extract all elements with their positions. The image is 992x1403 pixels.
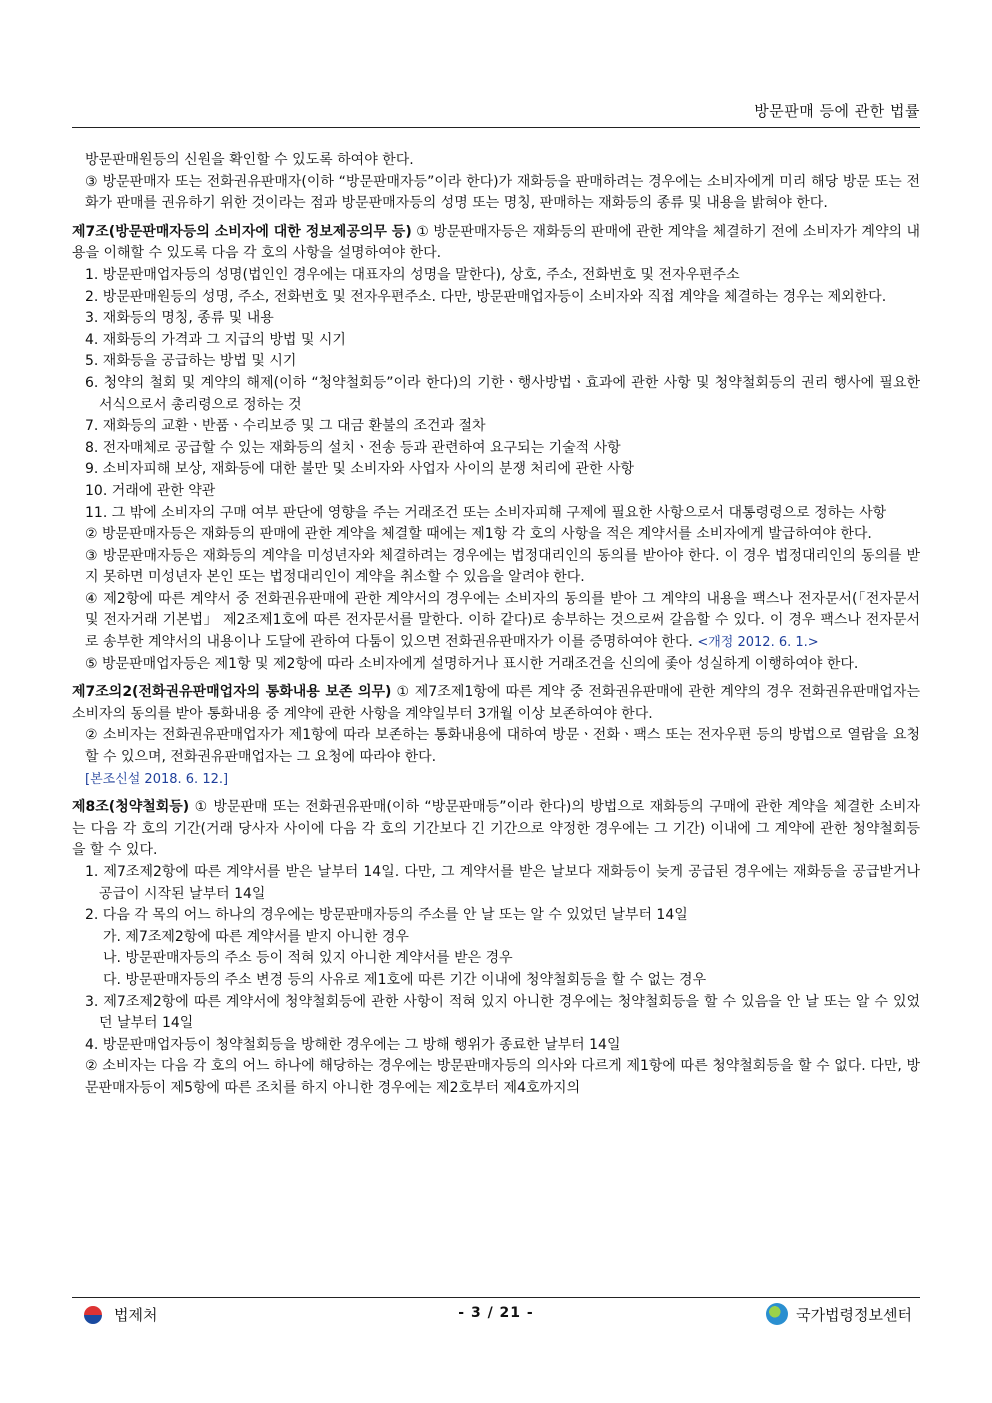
article-text: ① 방문판매 또는 전화권유판매(이하 “방문판매등”이라 한다)의 방법으로 재화등의 구매에 관한 계약을 체결한 소비자는 다음 각 호의 기간(거래 당사자 사이에 다음 각 호의 기간보다 긴 기간으로 약정한 경우에는 그 기간) 이내에 그 계약에 관한 청약철회등을 할 수 있다.: [72, 799, 921, 859]
list-item: 2. 방문판매원등의 성명, 주소, 전화번호 및 전자우편주소. 다만, 방문판매업자등이 소비자와 직접 계약을 체결하는 경우는 제외한다.: [85, 288, 887, 305]
list-item: 4. 방문판매업자등이 청약철회등을 방해한 경우에는 그 방해 행위가 종료한 날부터 14일: [85, 1036, 621, 1053]
list-item: 5. 재화등을 공급하는 방법 및 시기: [85, 353, 297, 370]
paragraph: ② 소비자는 전화권유판매업자가 제1항에 따라 보존하는 통화내용에 대하여 방문ㆍ전화ㆍ팩스 또는 전자우편 등의 방법으로 열람을 요청할 수 있으며, 전화권유판매업자는 그 요청에 따라야 한다.: [85, 727, 920, 766]
paragraph-text: ④ 제2항에 따른 계약서 중 전화권유판매에 관한 계약서의 경우에는 소비자의 동의를 받아 그 계약의 내용을 팩스나 전자문서(「전자문서 및 전자거래 기본법」 제2조제1호에 따른 전자문서를 말한다. 이하 같다)로 송부하는 것으로써 갈음할 수 있다. 이 경우 팩스나 전자문서로 송부한 계약서의 내용이나 도달에 관하여 다툼이 있으면 전화권유판매자가 이를 증명하여야 한다.: [85, 590, 920, 651]
list-item: 8. 전자매체로 공급할 수 있는 재화등의 설치ㆍ전송 등과 관련하여 요구되는 기술적 사항: [85, 439, 621, 456]
article-text: ① 방문판매자등은 재화등의 판매에 관한 계약을 체결하기 전에 소비자가 계약의 내용을 이해할 수 있도록 다음 각 호의 사항을 설명하여야 한다.: [72, 223, 921, 262]
footer-center-logo: [766, 1303, 912, 1325]
spacer: [72, 215, 920, 222]
law-title-header: 방문판매 등에 관한 법률: [754, 102, 920, 120]
paragraph: ② 소비자는 다음 각 호의 어느 하나에 해당하는 경우에는 방문판매자등의 의사와 다르게 제1항에 따른 청약철회등을 할 수 없다. 다만, 방문판매자등이 제5항에 따른 조치를 하지 아니한 경우에는 제2호부터 제4호까지의: [85, 1058, 920, 1096]
list-item: 1. 제7조제2항에 따른 계약서를 받은 날부터 14일. 다만, 그 계약서를 받은 날보다 재화등이 늦게 공급된 경우에는 재화등을 공급받거나 공급이 시작된 날부터 14일: [85, 864, 920, 902]
list-item: 7. 재화등의 교환ㆍ반품ㆍ수리보증 및 그 대금 환불의 조건과 절차: [85, 418, 486, 435]
footer-divider: [72, 1297, 920, 1298]
sub-item: 가. 제7조제2항에 따른 계약서를 받지 아니한 경우: [103, 928, 409, 945]
sub-item: 나. 방문판매자등의 주소 등이 적혀 있지 아니한 계약서를 받은 경우: [103, 950, 513, 967]
article-7-2: [72, 682, 920, 725]
paragraph: ③ 방문판매자등은 재화등의 계약을 미성년자와 체결하려는 경우에는 법정대리인의 동의를 받아야 한다. 이 경우 법정대리인의 동의를 받지 못하면 미성년자 본인 또는 법정대리인이 계약을 취소할 수 있음을 알려야 한다.: [85, 547, 920, 586]
list-item: 6. 청약의 철회 및 계약의 해제(이하 “청약철회등”이라 한다)의 기한ㆍ행사방법ㆍ효과에 관한 사항 및 청약철회등의 권리 행사에 필요한 서식으로서 총리령으로 정하는 것: [85, 374, 920, 413]
list-item: 1. 방문판매업자등의 성명(법인인 경우에는 대표자의 성명을 말한다), 상호, 주소, 전화번호 및 전자우편주소: [85, 266, 740, 283]
enactment-note: [본조신설 2018. 6. 12.]: [85, 771, 229, 787]
sub-item: 다. 방문판매자등의 주소 변경 등의 사유로 제1호에 따른 기간 이내에 청약철회등을 할 수 없는 경우: [103, 971, 707, 988]
list-item: 2. 다음 각 목의 어느 하나의 경우에는 방문판매자등의 주소를 안 날 또는 알 수 있었던 날부터 14일: [85, 907, 688, 924]
header-divider: [72, 127, 920, 128]
paragraph: ③ 방문판매자 또는 전화권유판매자(이하 “방문판매자등”이라 한다)가 재화등을 판매하려는 경우에는 소비자에게 미리 해당 방문 또는 전화가 판매를 권유하기 위한 것이라는 점과 방문판매자등의 성명 또는 명칭, 판매하는 재화등의 종류 및 내용을 밝혀야 한다.: [85, 173, 920, 212]
paragraph: 방문판매원등의 신원을 확인할 수 있도록 하여야 한다.: [85, 152, 414, 168]
paragraph: [72, 589, 920, 654]
list-item: 3. 재화등의 명칭, 종류 및 내용: [85, 310, 274, 327]
list-item: 9. 소비자피해 보상, 재화등에 대한 불만 및 소비자와 사업자 사이의 분쟁 처리에 관한 사항: [85, 461, 634, 478]
law-center-logo-icon: [766, 1303, 788, 1325]
spacer: [72, 675, 920, 682]
list-item: 10. 거래에 관한 약관: [85, 482, 216, 499]
article-8: [72, 797, 920, 862]
article-text: ① 제7조제1항에 따른 계약 중 전화권유판매에 관한 계약의 경우 전화권유판매업자는 소비자의 동의를 받아 통화내용 중 계약에 관한 사항을 계약일부터 3개월 이상 보존하여야 한다.: [72, 684, 920, 722]
article-title: 제7조(방문판매자등의 소비자에 대한 정보제공의무 등): [72, 223, 412, 240]
ministry-name: 법제처: [114, 1306, 158, 1324]
spacer: [72, 790, 920, 797]
law-center-name: 국가법령정보센터: [796, 1305, 912, 1324]
amendment-note: <개정 2012. 6. 1.>: [697, 635, 819, 651]
list-item: 3. 제7조제2항에 따른 계약서에 청약철회등에 관한 사항이 적혀 있지 아니한 경우에는 청약철회등을 할 수 있음을 안 날 또는 알 수 있었던 날부터 14일: [85, 993, 920, 1032]
page-number: - 3 / 21 -: [458, 1305, 534, 1321]
paragraph: ② 방문판매자등은 재화등의 판매에 관한 계약을 체결할 때에는 제1항 각 호의 사항을 적은 계약서를 소비자에게 발급하여야 한다.: [85, 526, 872, 543]
paragraph: ⑤ 방문판매업자등은 제1항 및 제2항에 따라 소비자에게 설명하거나 표시한 거래조건을 신의에 좇아 성실하게 이행하여야 한다.: [85, 655, 859, 672]
law-body: [72, 150, 920, 1100]
list-item: 4. 재화등의 가격과 그 지급의 방법 및 시기: [85, 331, 346, 348]
article-title: 제8조(청약철회등): [72, 799, 190, 816]
list-item: 11. 그 밖에 소비자의 구매 여부 판단에 영향을 주는 거래조건 또는 소비자피해 구제에 필요한 사항으로서 대통령령으로 정하는 사항: [85, 504, 887, 521]
article-7: [72, 222, 920, 265]
article-title: 제7조의2(전화권유판매업자의 통화내용 보존 의무): [72, 684, 392, 701]
